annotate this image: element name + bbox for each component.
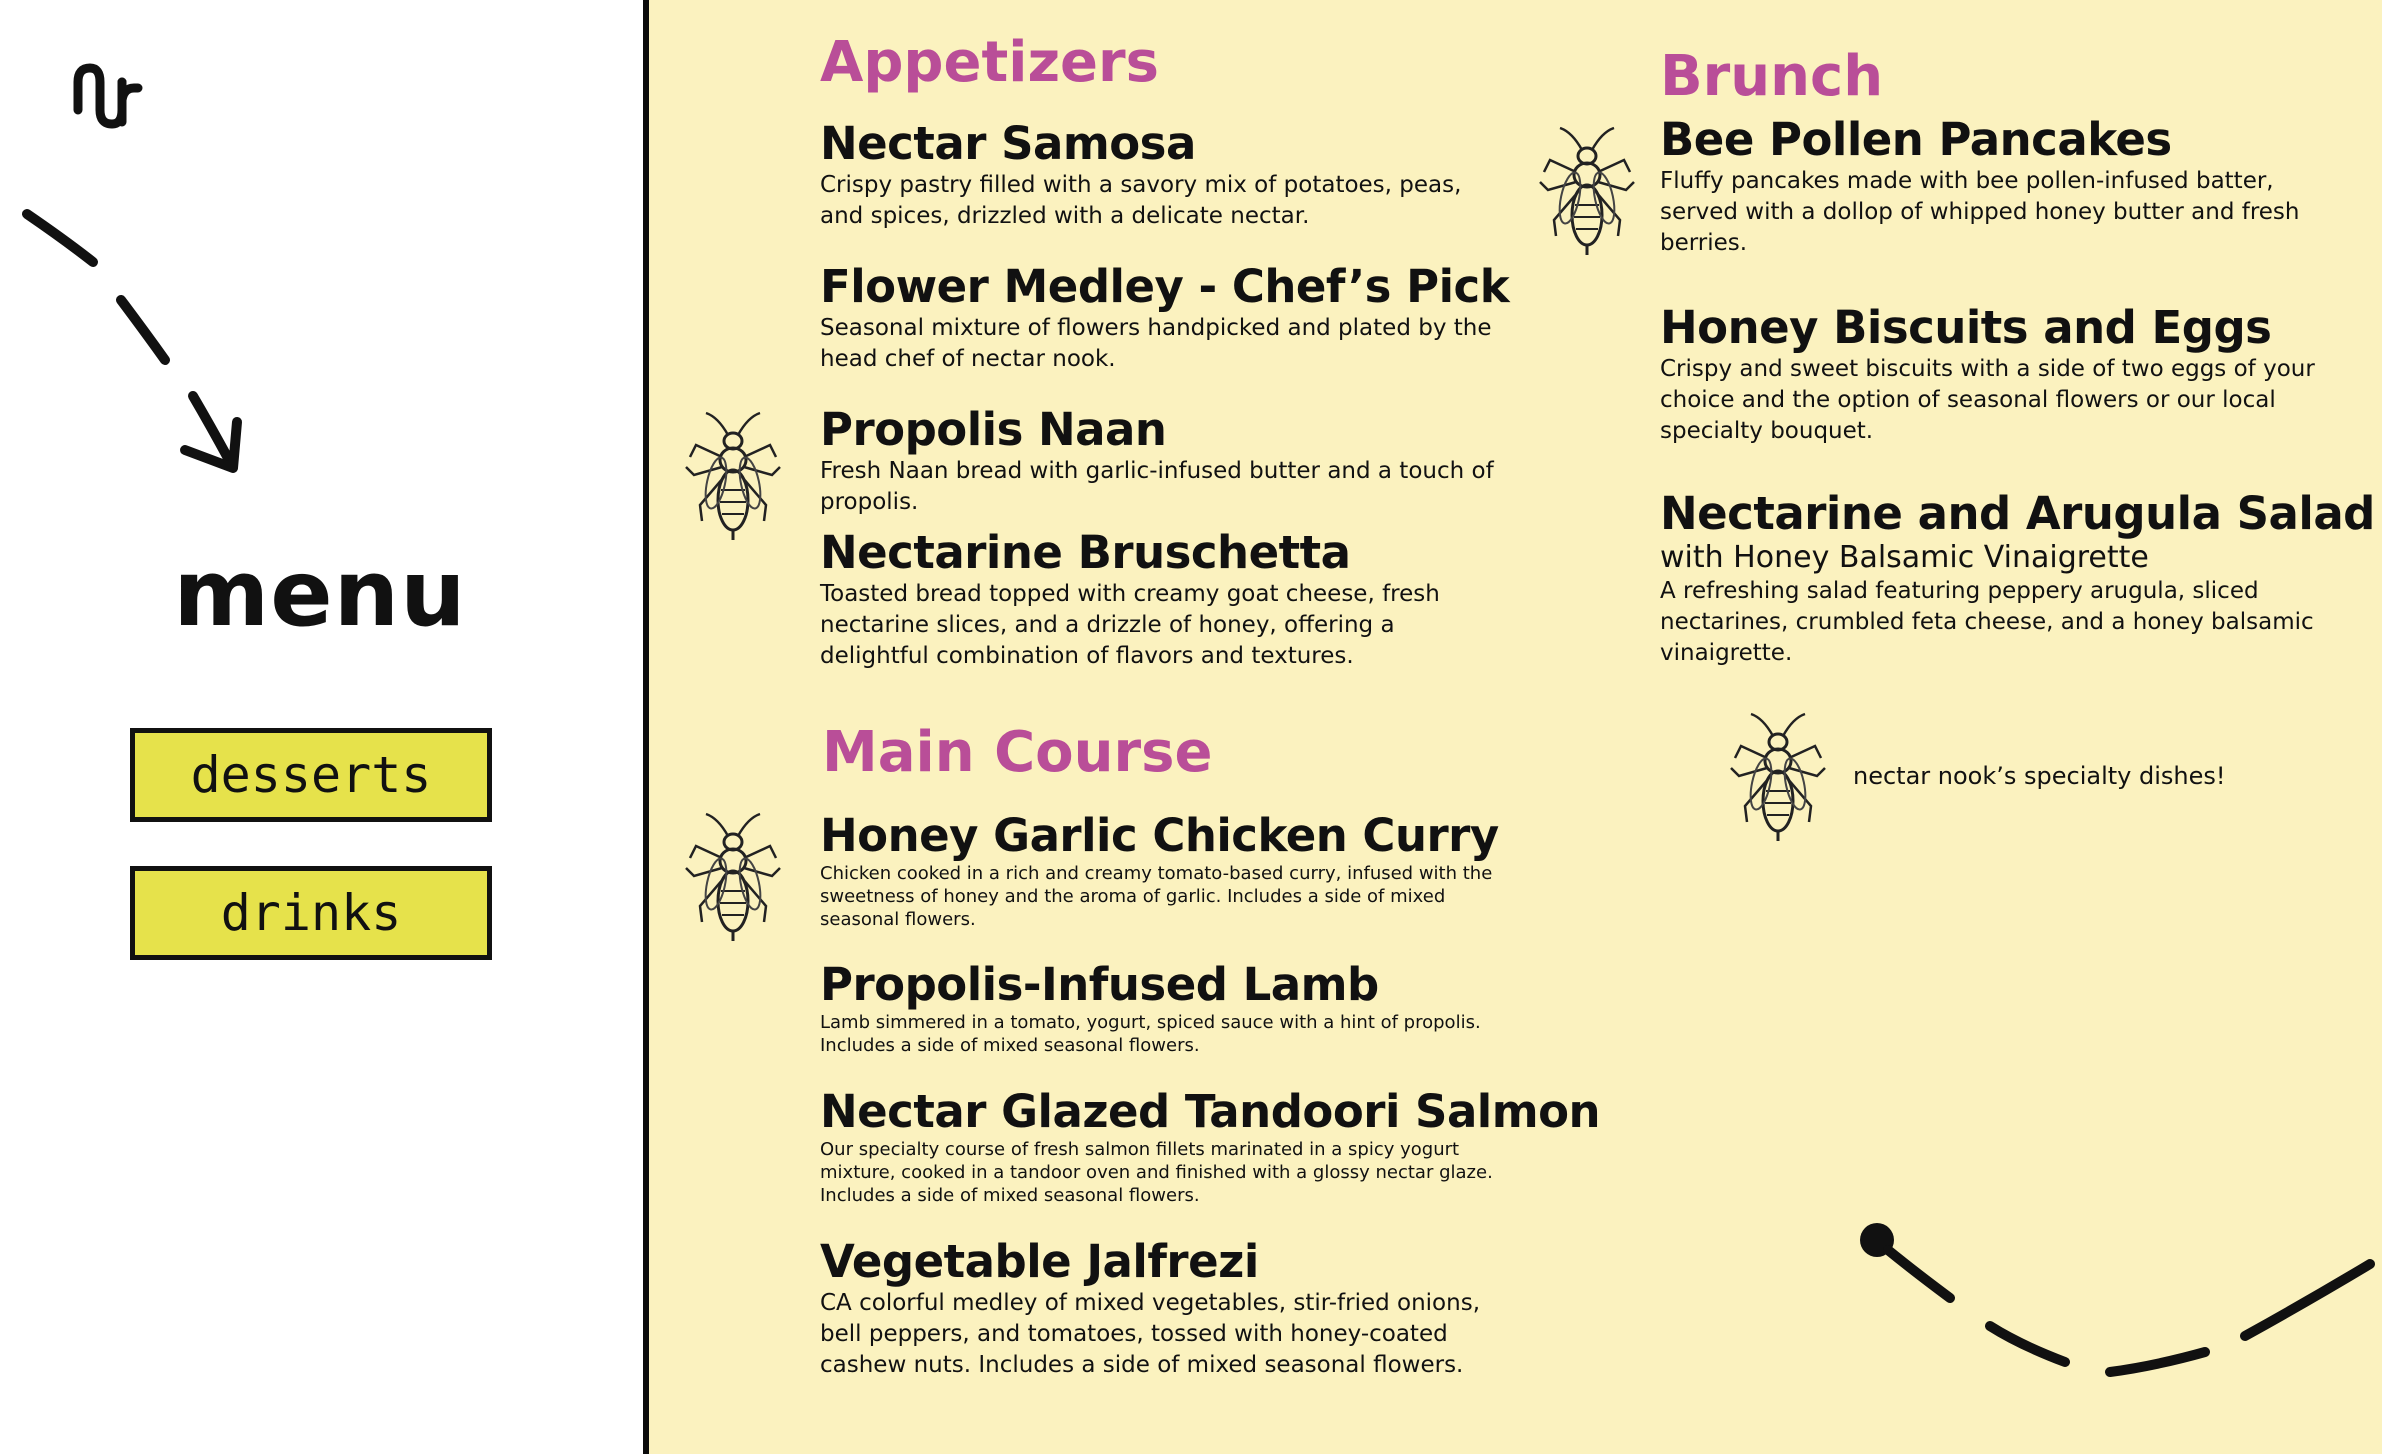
item-desc: Lamb simmered in a tomato, yogurt, spiced sauce with a hint of propolis. Includes a side of mixed seasonal flowers. [820, 1012, 1481, 1056]
drinks-button[interactable]: drinks [130, 866, 492, 960]
item-desc: Crispy and sweet biscuits with a side of two eggs of your choice and the option of seasonal flowers or our local specialty bouquet. [1660, 356, 2315, 444]
menu-item [1660, 114, 2320, 259]
item-name: Vegetable Jalfrezi [820, 1235, 1259, 1288]
section-title-appetizers: Appetizers [820, 30, 1159, 95]
menu-item [820, 118, 1500, 232]
menu-title: menu [173, 540, 467, 647]
dashed-arrow-icon [15, 200, 255, 480]
menu-item [820, 810, 1520, 931]
menu-item [820, 260, 1510, 375]
item-desc: Fresh Naan bread with garlic-infused butter and a touch of propolis. [820, 458, 1494, 515]
item-name: Propolis Naan [820, 403, 1167, 456]
item-name: Honey Biscuits and Eggs [1660, 301, 2272, 354]
item-desc: Seasonal mixture of flowers handpicked and plated by the head chef of nectar nook. [820, 315, 1492, 372]
item-subtitle: with Honey Balsamic Vinaigrette [1660, 540, 2149, 575]
bee-icon [1723, 706, 1833, 846]
item-desc: Our specialty course of fresh salmon fillets marinated in a spicy yogurt mixture, cooked in a tandoor oven and finished with a glossy nectar glaze. Includes a side of mixed seasonal flowers. [820, 1139, 1493, 1206]
item-name: Propolis-Infused Lamb [820, 958, 1379, 1011]
sidebar [0, 0, 644, 1454]
bee-icon [678, 405, 788, 545]
item-name: Nectarine and Arugula Salad [1660, 487, 2375, 540]
item-name: Honey Garlic Chicken Curry [820, 809, 1499, 862]
item-name: Flower Medley - Chef’s Pick [820, 260, 1510, 313]
menu-item [820, 1085, 1601, 1207]
menu-item [1660, 487, 2375, 669]
nn-monogram-icon[interactable] [70, 60, 150, 140]
desserts-button[interactable]: desserts [130, 728, 492, 822]
menu-item [1660, 302, 2340, 447]
item-name: Nectarine Bruschetta [820, 526, 1351, 579]
menu-item [820, 404, 1510, 518]
dashed-swirl-icon [1840, 1140, 2382, 1400]
bee-icon [678, 806, 788, 946]
item-name: Nectar Samosa [820, 117, 1196, 170]
bee-icon [1532, 120, 1642, 260]
menu-item [820, 959, 1520, 1057]
item-desc: CA colorful medley of mixed vegetables, stir-fried onions, bell peppers, and tomatoes, tossed with honey-coated cashew nuts. Includes a side of mixed seasonal flowers. [820, 1290, 1481, 1378]
item-desc: Crispy pastry filled with a savory mix of potatoes, peas, and spices, drizzled with a delicate nectar. [820, 172, 1462, 229]
item-desc: Fluffy pancakes made with bee pollen-infused batter, served with a dollop of whipped honey butter and fresh berries. [1660, 168, 2300, 256]
item-name: Bee Pollen Pancakes [1660, 113, 2172, 166]
specialty-note: nectar nook’s specialty dishes! [1853, 762, 2226, 790]
item-desc: Toasted bread topped with creamy goat cheese, fresh nectarine slices, and a drizzle of honey, offering a delightful combination of flavors and textures. [820, 581, 1440, 669]
menu-item [820, 1236, 1480, 1381]
menu-item [820, 527, 1460, 672]
item-name: Nectar Glazed Tandoori Salmon [820, 1085, 1601, 1138]
item-desc: Chicken cooked in a rich and creamy tomato-based curry, infused with the sweetness of honey and the aroma of garlic. Includes a side of mixed seasonal flowers. [820, 863, 1493, 930]
section-title-brunch: Brunch [1660, 44, 1884, 109]
section-title-main-course: Main Course [822, 720, 1213, 785]
item-desc: A refreshing salad featuring peppery arugula, sliced nectarines, crumbled feta cheese, and a honey balsamic vinaigrette. [1660, 578, 2314, 666]
